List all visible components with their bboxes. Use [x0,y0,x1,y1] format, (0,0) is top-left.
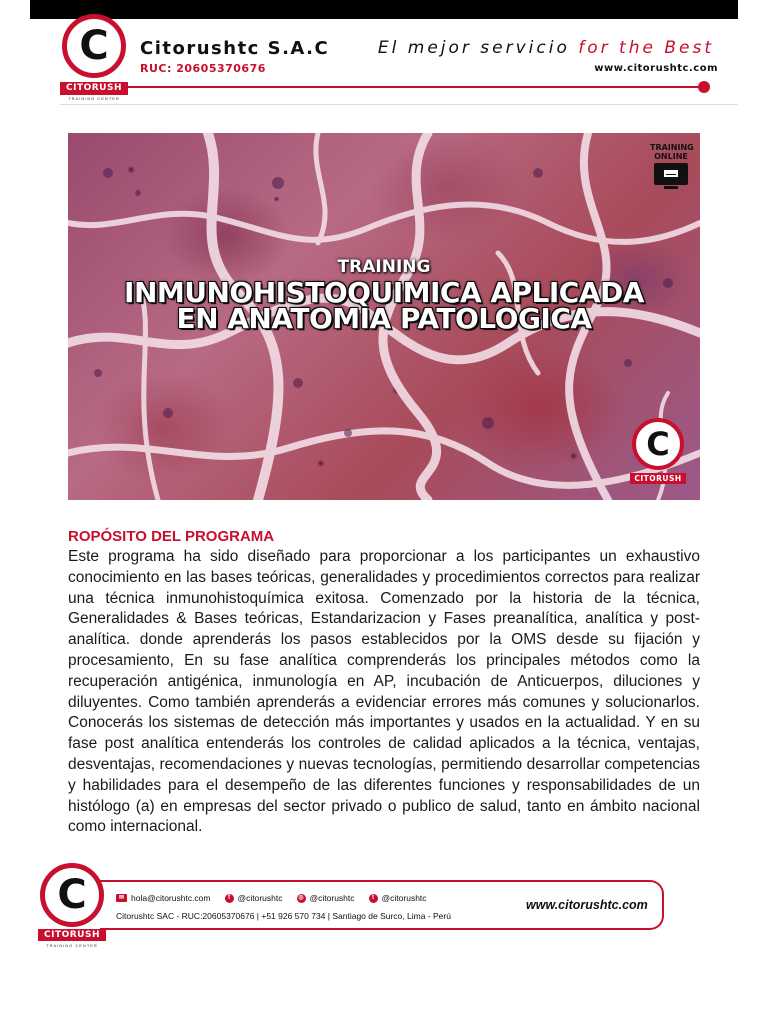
header-divider [60,104,738,105]
footer-logo-letter: C [57,872,87,918]
twitter-icon: t [369,894,378,903]
logo-subtitle: TRAINING CENTER [68,96,120,101]
mail-icon: ✉ [116,894,127,902]
footer-email[interactable] [116,893,211,903]
footer-website-link[interactable]: www.citorushtc.com [526,898,648,912]
hero-microscope-icon [632,418,684,470]
facebook-icon: f [225,894,234,903]
header-red-line [128,86,706,88]
microscope-icon [62,14,126,78]
company-ruc: RUC: 20605370676 [140,62,266,75]
logo-letter: C [79,23,109,69]
footer-instagram-text: @citorushtc [309,893,355,903]
instagram-icon: ◎ [298,894,304,901]
footer-email-text: hola@citorushtc.com [131,893,211,903]
logo-banner: CITORUSH [60,82,128,95]
monitor-stand [664,186,678,189]
section-title: ROPÓSITO DEL PROGRAMA [68,528,275,545]
header-logo [60,14,128,102]
hero-logo-banner: CITORUSH [630,473,686,484]
footer-logo-subtitle: TRAINING CENTER [46,943,98,948]
footer-address: Citorushtc SAC - RUC:20605370676 | +51 926 570 734 | Santiago de Surco, Lima - Perú [116,911,451,921]
footer-logo-banner: CITORUSH [38,929,106,941]
footer-twitter-text: @citorushtc [381,893,427,903]
badge-line2: ONLINE [654,152,688,161]
footer-facebook[interactable] [225,893,283,903]
footer-instagram[interactable] [297,893,355,903]
hero-logo [630,418,686,488]
hero-title-line2: EN ANATOMIA PATOLOGICA [176,302,592,335]
footer-microscope-icon [40,863,104,927]
monitor-graduation-icon [654,163,688,185]
header-red-dot [698,81,710,93]
top-black-bar [30,0,738,19]
footer-twitter[interactable] [369,893,427,903]
footer-logo [38,863,106,949]
slogan-main: El mejor servicio [377,38,570,58]
company-name: Citorushtc S.A.C [140,38,330,59]
header-website-link[interactable]: www.citorushtc.com [594,63,718,74]
hero-banner-image [68,133,700,500]
hero-training-label: TRAINING [337,257,431,277]
footer-facebook-text: @citorushtc [237,893,283,903]
hero-logo-letter: C [646,425,670,463]
badge-line1: TRAINING [650,143,694,152]
hero-title-line1: INMUNOHISTOQUIMICA APLICADA [124,276,644,309]
program-description: Este programa ha sido diseñado para proporcionar a los participantes un exhaustivo conocimiento en las bases teóricas, generalidades y procedimientos correctos para realizar una técnica inmunohistoquímica exitosa. Comenzado por la historia de la técnica, Generalidades & Bases teóricas, Estandarizacion y Fases preanalítica, analítica y post-analítica. donde aprenderás los pasos establecidos por la OMS desde su fijación y procesamiento, En su fase analítica comprenderás los principales métodos como la recuperación antigénica, inmunología en AP, incubación de Anticuerpos, diluciones y diluyentes. Como también aprenderás a evidenciar errores más comunes y solucionarlos. Conocerás los sistemas de detección más importantes y usados en la actualidad. Y en su fase post analítica entenderás los controles de calidad aplicados a la técnica, ventajas, desventajas, recomendaciones y nuevas tecnologías, permitiendo desarrollar competencias y habilidades para el desempeño de las diferentes funciones y responsabilidades de un histólogo (a) en empresas del sector privado o publico de salud, tanto en ámbito nacional como internacional. [68,548,700,836]
slogan [378,38,714,58]
slogan-accent: for the Best [578,38,714,58]
training-online-badge [650,143,692,189]
footer-contacts [116,893,427,903]
